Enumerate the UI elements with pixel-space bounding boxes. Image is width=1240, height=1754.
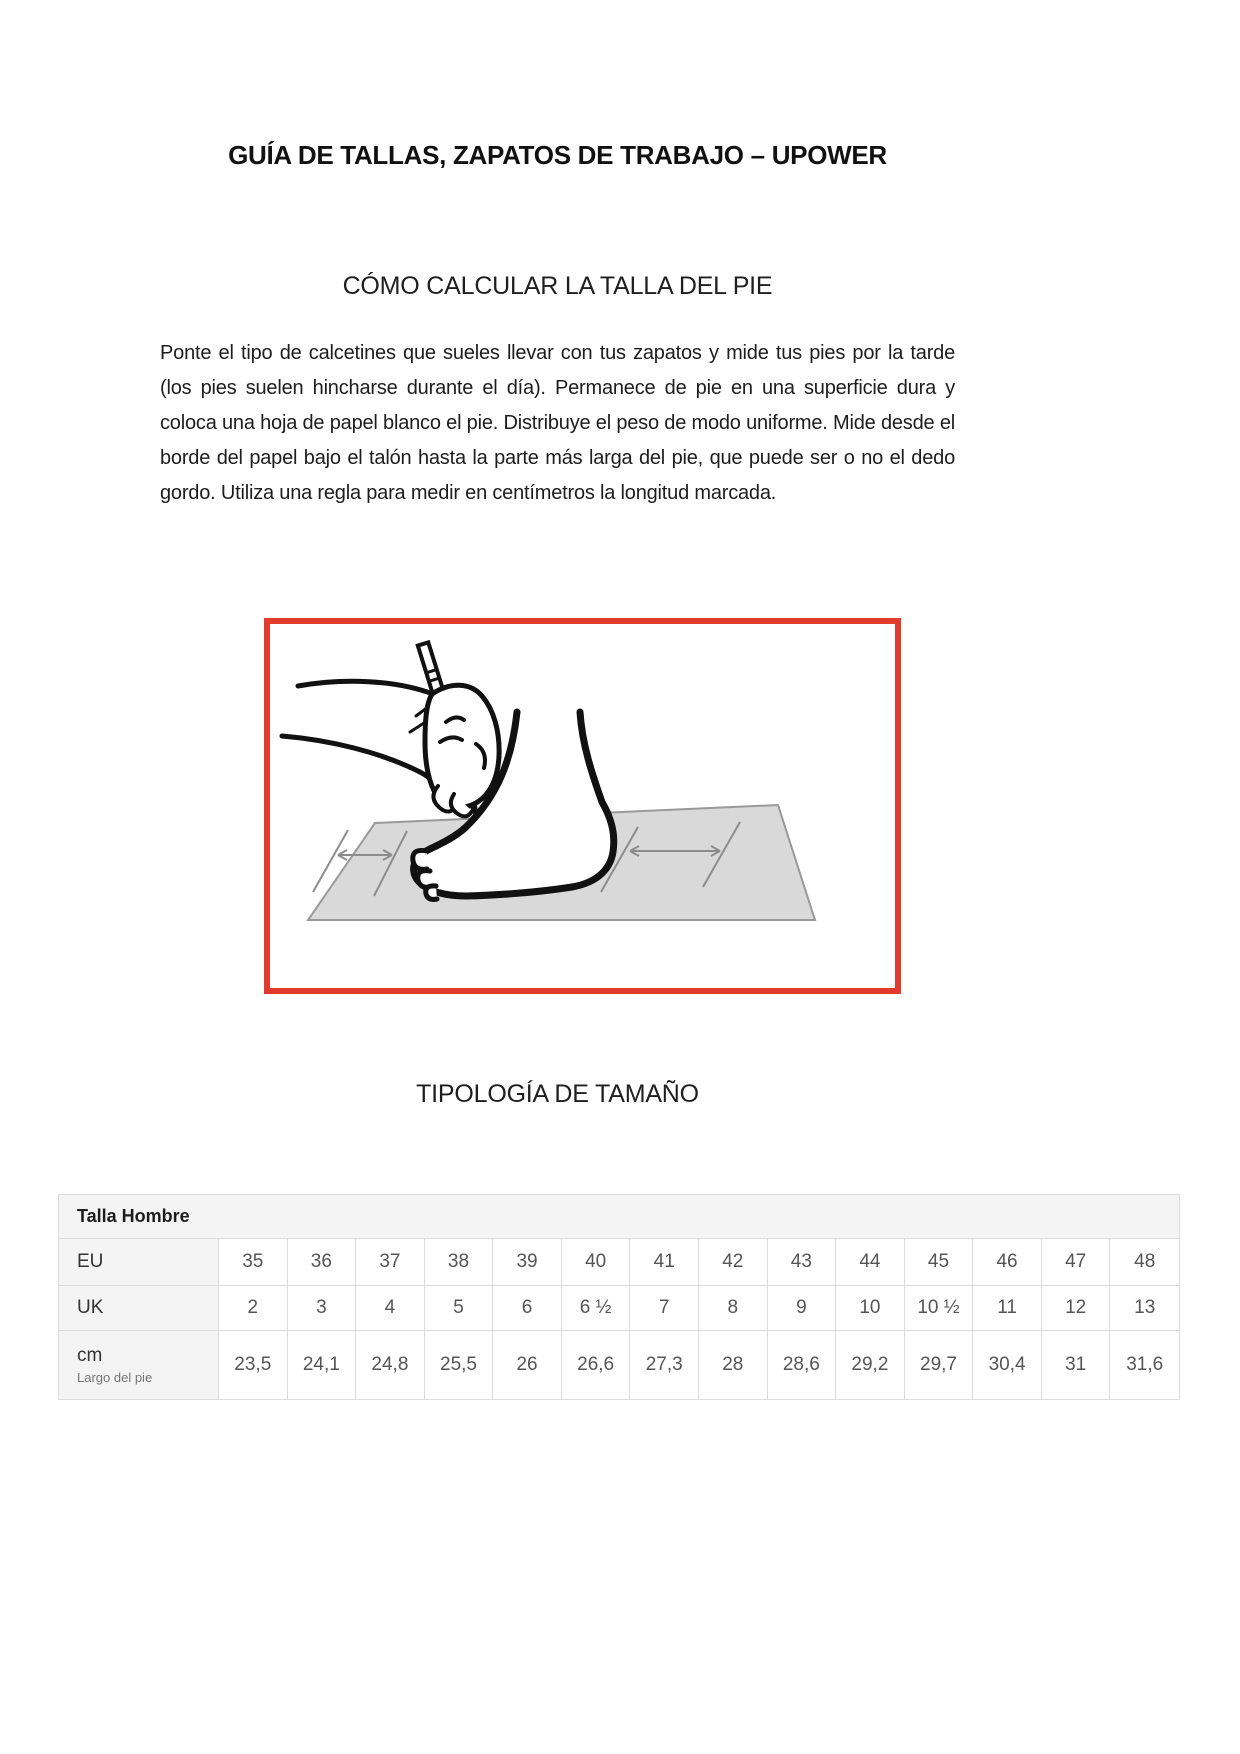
size-value-cell: 37 — [356, 1239, 425, 1285]
row-label — [59, 1239, 219, 1285]
size-value-cell: 2 — [219, 1286, 288, 1330]
instructions-paragraph: Ponte el tipo de calcetines que sueles llevar con tus zapatos y mide tus pies por la tarde (los pies suelen hincharse durante el día). Permanece de pie en una superficie dura y coloca una hoja de papel blanco el pie. Distribuye el peso de modo uniforme. Mide desde el borde del papel bajo el talón hasta la parte más larga del pie, que puede ser o no el dedo gordo. Utiliza una regla para medir en centímetros la longitud marcada. — [160, 342, 955, 504]
size-value-cell: 29,7 — [905, 1331, 974, 1399]
size-value-cell: 9 — [768, 1286, 837, 1330]
size-value-cell: 44 — [836, 1239, 905, 1285]
size-value-cell: 29,2 — [836, 1331, 905, 1399]
size-value-cell: 4 — [356, 1286, 425, 1330]
size-value-cell: 46 — [973, 1239, 1042, 1285]
size-table-row-eu — [59, 1239, 1179, 1286]
row-sublabel: Largo del pie — [77, 1370, 153, 1385]
row-label — [59, 1286, 219, 1330]
size-value-cell: 28,6 — [768, 1331, 837, 1399]
size-value-cell: 10 ½ — [905, 1286, 974, 1330]
hand-with-pencil — [282, 681, 499, 816]
size-value-cell: 6 — [493, 1286, 562, 1330]
size-value-cell: 24,1 — [288, 1331, 357, 1399]
size-value-cell: 43 — [768, 1239, 837, 1285]
size-value-cell: 27,3 — [630, 1331, 699, 1399]
size-value-cell: 35 — [219, 1239, 288, 1285]
size-value-cell: 26,6 — [562, 1331, 631, 1399]
size-value-cell: 8 — [699, 1286, 768, 1330]
size-value-cell: 41 — [630, 1239, 699, 1285]
size-value-cell: 28 — [699, 1331, 768, 1399]
size-value-cell: 5 — [425, 1286, 494, 1330]
size-value-cell: 12 — [1042, 1286, 1111, 1330]
size-value-cell: 39 — [493, 1239, 562, 1285]
size-value-cell: 38 — [425, 1239, 494, 1285]
size-value-cell: 6 ½ — [562, 1286, 631, 1330]
row-label-text: UK — [77, 1297, 104, 1318]
row-label-text: EU — [77, 1251, 104, 1272]
size-table — [58, 1194, 1180, 1400]
size-value-cell: 47 — [1042, 1239, 1111, 1285]
size-value-cell: 10 — [836, 1286, 905, 1330]
size-value-cell: 3 — [288, 1286, 357, 1330]
size-table-row-cm — [59, 1331, 1179, 1399]
section-heading-size-typology: TIPOLOGÍA DE TAMAÑO — [416, 1080, 699, 1108]
size-value-cell: 31,6 — [1110, 1331, 1179, 1399]
page-title: GUÍA DE TALLAS, ZAPATOS DE TRABAJO – UPOWER — [228, 140, 887, 170]
size-value-cell: 11 — [973, 1286, 1042, 1330]
size-table-row-uk — [59, 1286, 1179, 1331]
size-value-cell: 42 — [699, 1239, 768, 1285]
size-value-cell: 48 — [1110, 1239, 1179, 1285]
row-label-text: cm — [77, 1345, 103, 1366]
size-value-cell: 36 — [288, 1239, 357, 1285]
size-value-cell: 23,5 — [219, 1331, 288, 1399]
size-value-cell: 24,8 — [356, 1331, 425, 1399]
size-value-cell: 40 — [562, 1239, 631, 1285]
size-value-cell: 30,4 — [973, 1331, 1042, 1399]
size-value-cell: 25,5 — [425, 1331, 494, 1399]
foot-measuring-illustration — [270, 624, 895, 988]
size-value-cell: 13 — [1110, 1286, 1179, 1330]
size-value-cell: 26 — [493, 1331, 562, 1399]
foot-measuring-figure — [264, 618, 901, 994]
size-value-cell: 45 — [905, 1239, 974, 1285]
row-label — [59, 1331, 219, 1399]
size-table-header: Talla Hombre — [59, 1195, 1179, 1239]
size-value-cell: 7 — [630, 1286, 699, 1330]
section-heading-how-to-measure: CÓMO CALCULAR LA TALLA DEL PIE — [342, 272, 773, 300]
size-value-cell: 31 — [1042, 1331, 1111, 1399]
